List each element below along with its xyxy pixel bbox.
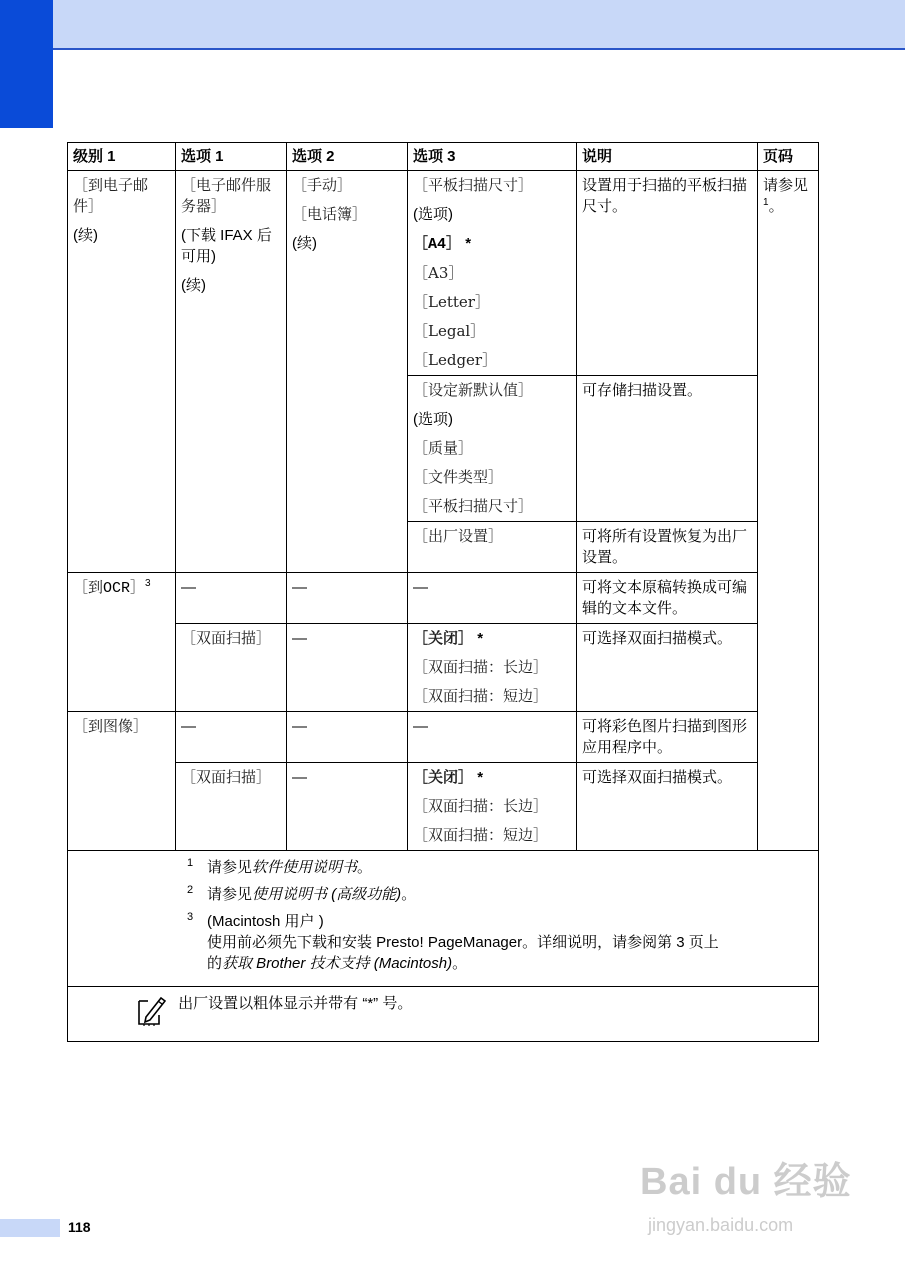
cell-option2-email <box>287 171 408 573</box>
level1-email-cont: (续) <box>73 227 98 244</box>
new-default-title: ［设定新默认值］ <box>413 381 534 399</box>
header-level1: 级别 1 <box>68 143 176 171</box>
ocr-duplex-off: ［关闭］ * <box>413 629 484 647</box>
level1-email: ［到电子邮件］ <box>73 176 149 215</box>
watermark-logo: Bai du 经验 <box>640 1161 852 1203</box>
a4-label: A4 <box>428 236 447 253</box>
cell-image-desc: 可将彩色图片扫描到图形应用程序中。 <box>577 712 758 763</box>
cell-desc-new-default: 可存储扫描设置。 <box>577 376 758 522</box>
option2-cont: (续) <box>292 235 317 252</box>
scan-size-ledger: ［Ledger］ <box>413 351 498 369</box>
option2-manual: ［手动］ <box>292 176 353 194</box>
footnote-ref-1: 1 <box>763 197 769 208</box>
chapter-tab <box>0 0 53 128</box>
scan-size-legal: ［Legal］ <box>413 322 486 340</box>
cell-ocr-opt1: — <box>176 573 287 624</box>
footnote-1: 1 请参见软件使用说明书。 <box>187 857 373 876</box>
new-default-quality: ［质量］ <box>413 439 474 457</box>
cell-option1-email <box>176 171 287 573</box>
cell-image-opt3: — <box>408 712 577 763</box>
cell-image-opt2: — <box>287 712 408 763</box>
image-duplex-long: ［双面扫描：长边］ <box>413 797 549 815</box>
cell-image-duplex: ［双面扫描］ <box>176 763 287 851</box>
settings-table <box>67 142 819 1042</box>
footer-band <box>0 1219 60 1237</box>
cell-ocr-duplex-opt2: — <box>287 624 408 712</box>
cell-ocr-duplex-desc: 可选择双面扫描模式。 <box>577 624 758 712</box>
ocr-label: OCR <box>103 580 131 597</box>
option2-phonebook: ［电话簿］ <box>292 205 368 223</box>
header-option1: 选项 1 <box>176 143 287 171</box>
table-row <box>68 171 819 376</box>
footnote-ref-3: 3 <box>145 578 151 589</box>
header-description: 说明 <box>577 143 758 171</box>
table-row <box>68 624 819 712</box>
footnote-3: 3 (Macintosh 用户 ) 使用前必须先下载和安装 Presto! PageManager。详细说明，请参阅第 3 页上 的获取 Brother 技术支持 (Macintosh)。 <box>187 911 719 972</box>
note-cell <box>68 987 819 1042</box>
footnotes-cell <box>68 851 819 987</box>
new-default-scan-size: ［平板扫描尺寸］ <box>413 497 534 515</box>
scan-size-title: ［平板扫描尺寸］ <box>413 176 534 194</box>
note-pencil-icon <box>136 993 166 1033</box>
cell-option3-factory <box>408 522 577 573</box>
cell-desc-factory: 可将所有设置恢复为出厂设置。 <box>577 522 758 573</box>
cell-ocr-opt2: — <box>287 573 408 624</box>
note-row <box>68 987 819 1042</box>
scan-size-options-label: (选项) <box>413 206 453 223</box>
cell-option3-new-default <box>408 376 577 522</box>
watermark-url: jingyan.baidu.com <box>648 1215 794 1235</box>
cell-page-ref: 请参见$^1$。 <box>758 171 819 851</box>
header-page: 页码 <box>758 143 819 171</box>
cell-ocr-opt3: — <box>408 573 577 624</box>
cell-desc-scan-size: 设置用于扫描的平板扫描尺寸。 <box>577 171 758 376</box>
new-default-options-label: (选项) <box>413 411 453 428</box>
cell-image-duplex-opt3 <box>408 763 577 851</box>
cell-level1-ocr: ［到OCR］$^3$ <box>68 573 176 712</box>
image-duplex-short: ［双面扫描：短边］ <box>413 826 549 844</box>
page-number: 118 <box>68 1219 91 1235</box>
cell-level1-email <box>68 171 176 573</box>
cell-image-opt1: — <box>176 712 287 763</box>
image-duplex-off: ［关闭］ * <box>413 768 484 786</box>
option1-email-server: ［电子邮件服务器］ <box>181 176 272 215</box>
ocr-duplex-long: ［双面扫描：长边］ <box>413 658 549 676</box>
default-star: * <box>465 235 472 252</box>
scan-size-a3: ［A3］ <box>413 264 464 282</box>
cell-ocr-duplex-opt3 <box>408 624 577 712</box>
new-default-file-type: ［文件类型］ <box>413 468 504 486</box>
ocr-duplex-short: ［双面扫描：短边］ <box>413 687 549 705</box>
table-header-row <box>68 143 819 171</box>
header-option2: 选项 2 <box>287 143 408 171</box>
note-text: 出厂设置以粗体显示并带有 “*” 号。 <box>178 995 413 1012</box>
option1-email-note: (下载 IFAX 后可用) <box>181 227 272 265</box>
header-band <box>0 0 905 50</box>
cell-image-duplex-desc: 可选择双面扫描模式。 <box>577 763 758 851</box>
header-option3: 选项 3 <box>408 143 577 171</box>
cell-ocr-duplex: ［双面扫描］ <box>176 624 287 712</box>
table-row <box>68 573 819 624</box>
footnote-2: 2 请参见使用说明书 (高级功能)。 <box>187 884 417 903</box>
scan-size-letter: ［Letter］ <box>413 293 490 311</box>
table-row <box>68 712 819 763</box>
cell-option3-scan-size <box>408 171 577 376</box>
factory-title: ［出厂设置］ <box>413 527 504 545</box>
cell-ocr-desc: 可将文本原稿转换成可编辑的文本文件。 <box>577 573 758 624</box>
option1-email-cont: (续) <box>181 277 206 294</box>
table-row <box>68 763 819 851</box>
cell-level1-image: ［到图像］ <box>68 712 176 851</box>
footnotes-row <box>68 851 819 987</box>
cell-image-duplex-opt2: — <box>287 763 408 851</box>
scan-size-a4-default: ［A4］ * <box>413 234 472 253</box>
